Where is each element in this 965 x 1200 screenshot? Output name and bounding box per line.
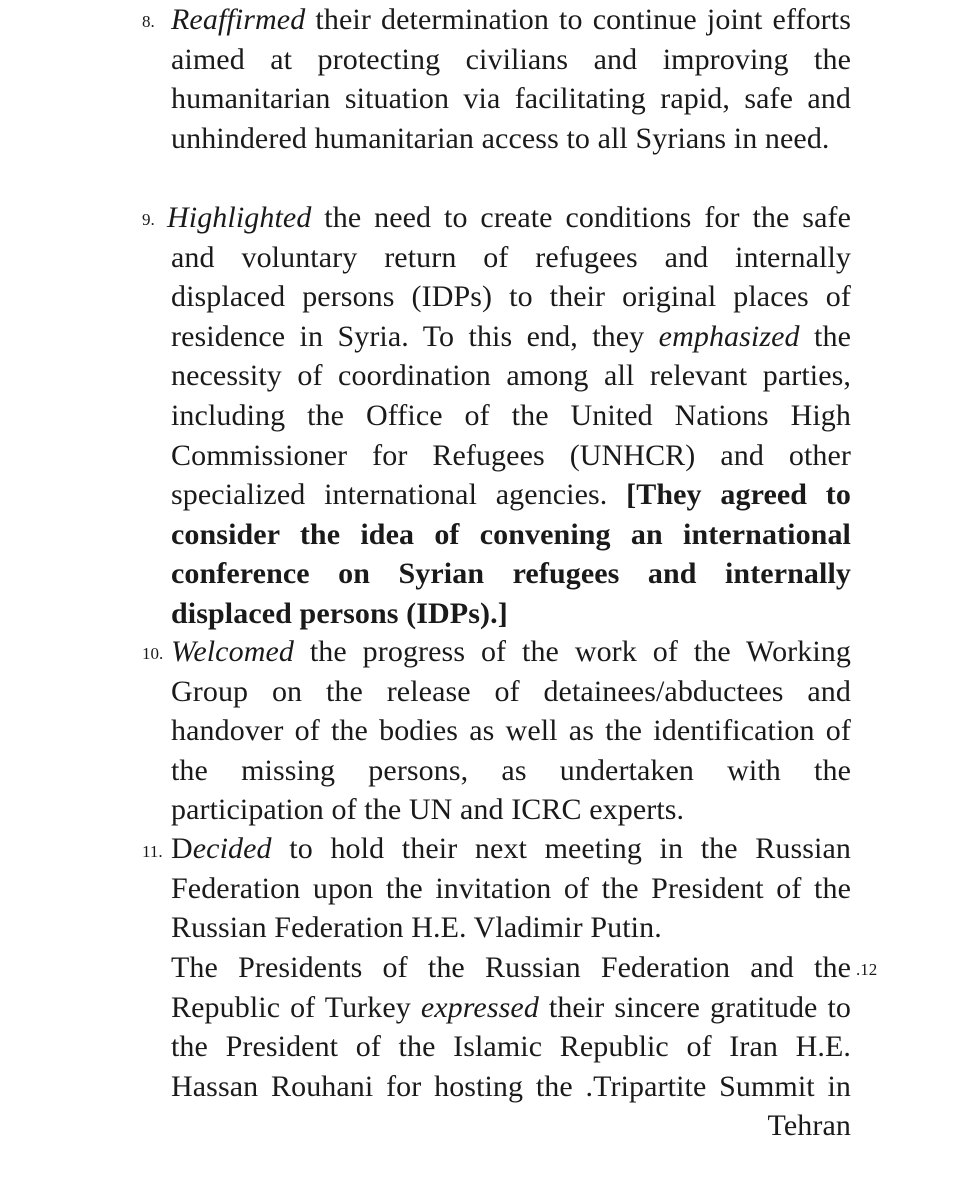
paragraph-text: their sincere gratitude to the President of the Islamic Republic of Iran H.E. Hassan Rouhani for hosting the .Tripartite Summit in Tehran bbox=[171, 990, 851, 1143]
item-number: 9. bbox=[142, 210, 155, 229]
paragraph-item-8 bbox=[171, 0, 851, 158]
paragraph-item-12 bbox=[171, 948, 851, 1146]
paragraph-item-10 bbox=[171, 632, 851, 830]
lead-verb: Highlighted bbox=[167, 201, 312, 234]
emphasis-text: emphasized bbox=[658, 319, 800, 353]
lead-verb: Reaffirmed bbox=[171, 3, 306, 36]
paragraph-text: the necessity of coordination among all relevant parties, including the Office of the United Nations High Commissioner for Refugees (UNHCR) and other specialized international agencies. bbox=[171, 319, 851, 512]
paragraph-item-9 bbox=[167, 198, 851, 634]
item-number: 10. bbox=[142, 644, 164, 663]
paragraph-text: to hold their next meeting in the Russian Federation upon the invitation of the President of the Russian Federation H.E. Vladimir Putin. bbox=[171, 832, 851, 945]
paragraph-text: the progress of the work of the Working Group on the release of detainees/abductees and handover of the bodies as well as the identification of the missing persons, as undertaken with the participation of the UN and ICRC experts. bbox=[171, 635, 851, 827]
item-number: 8. bbox=[142, 12, 155, 31]
lead-verb: ecided bbox=[192, 832, 272, 865]
paragraph-text: their determination to continue joint efforts aimed at protecting civilians and improving the humanitarian situation via facilitating rapid, safe and unhindered humanitarian access to all Syrians in need. bbox=[171, 3, 851, 155]
lead-verb: Welcomed bbox=[171, 635, 294, 668]
paragraph-text: The Presidents of the Russian Federation and the Republic of Turkey bbox=[171, 951, 851, 1024]
emphasis-text: expressed bbox=[420, 990, 539, 1024]
paragraph-item-11 bbox=[171, 829, 851, 948]
lead-initial: D bbox=[171, 832, 193, 865]
bold-text: [They agreed to consider the idea of convening an international conference on Syrian refugees and internally displaced persons (IDPs).] bbox=[171, 478, 851, 630]
paragraph-text: the need to create conditions for the safe and voluntary return of refugees and internally displaced persons (IDPs) to their original places of residence in Syria. To this end, they bbox=[171, 201, 851, 353]
item-number: 11. bbox=[142, 842, 163, 861]
item-number: .12 bbox=[856, 960, 878, 979]
